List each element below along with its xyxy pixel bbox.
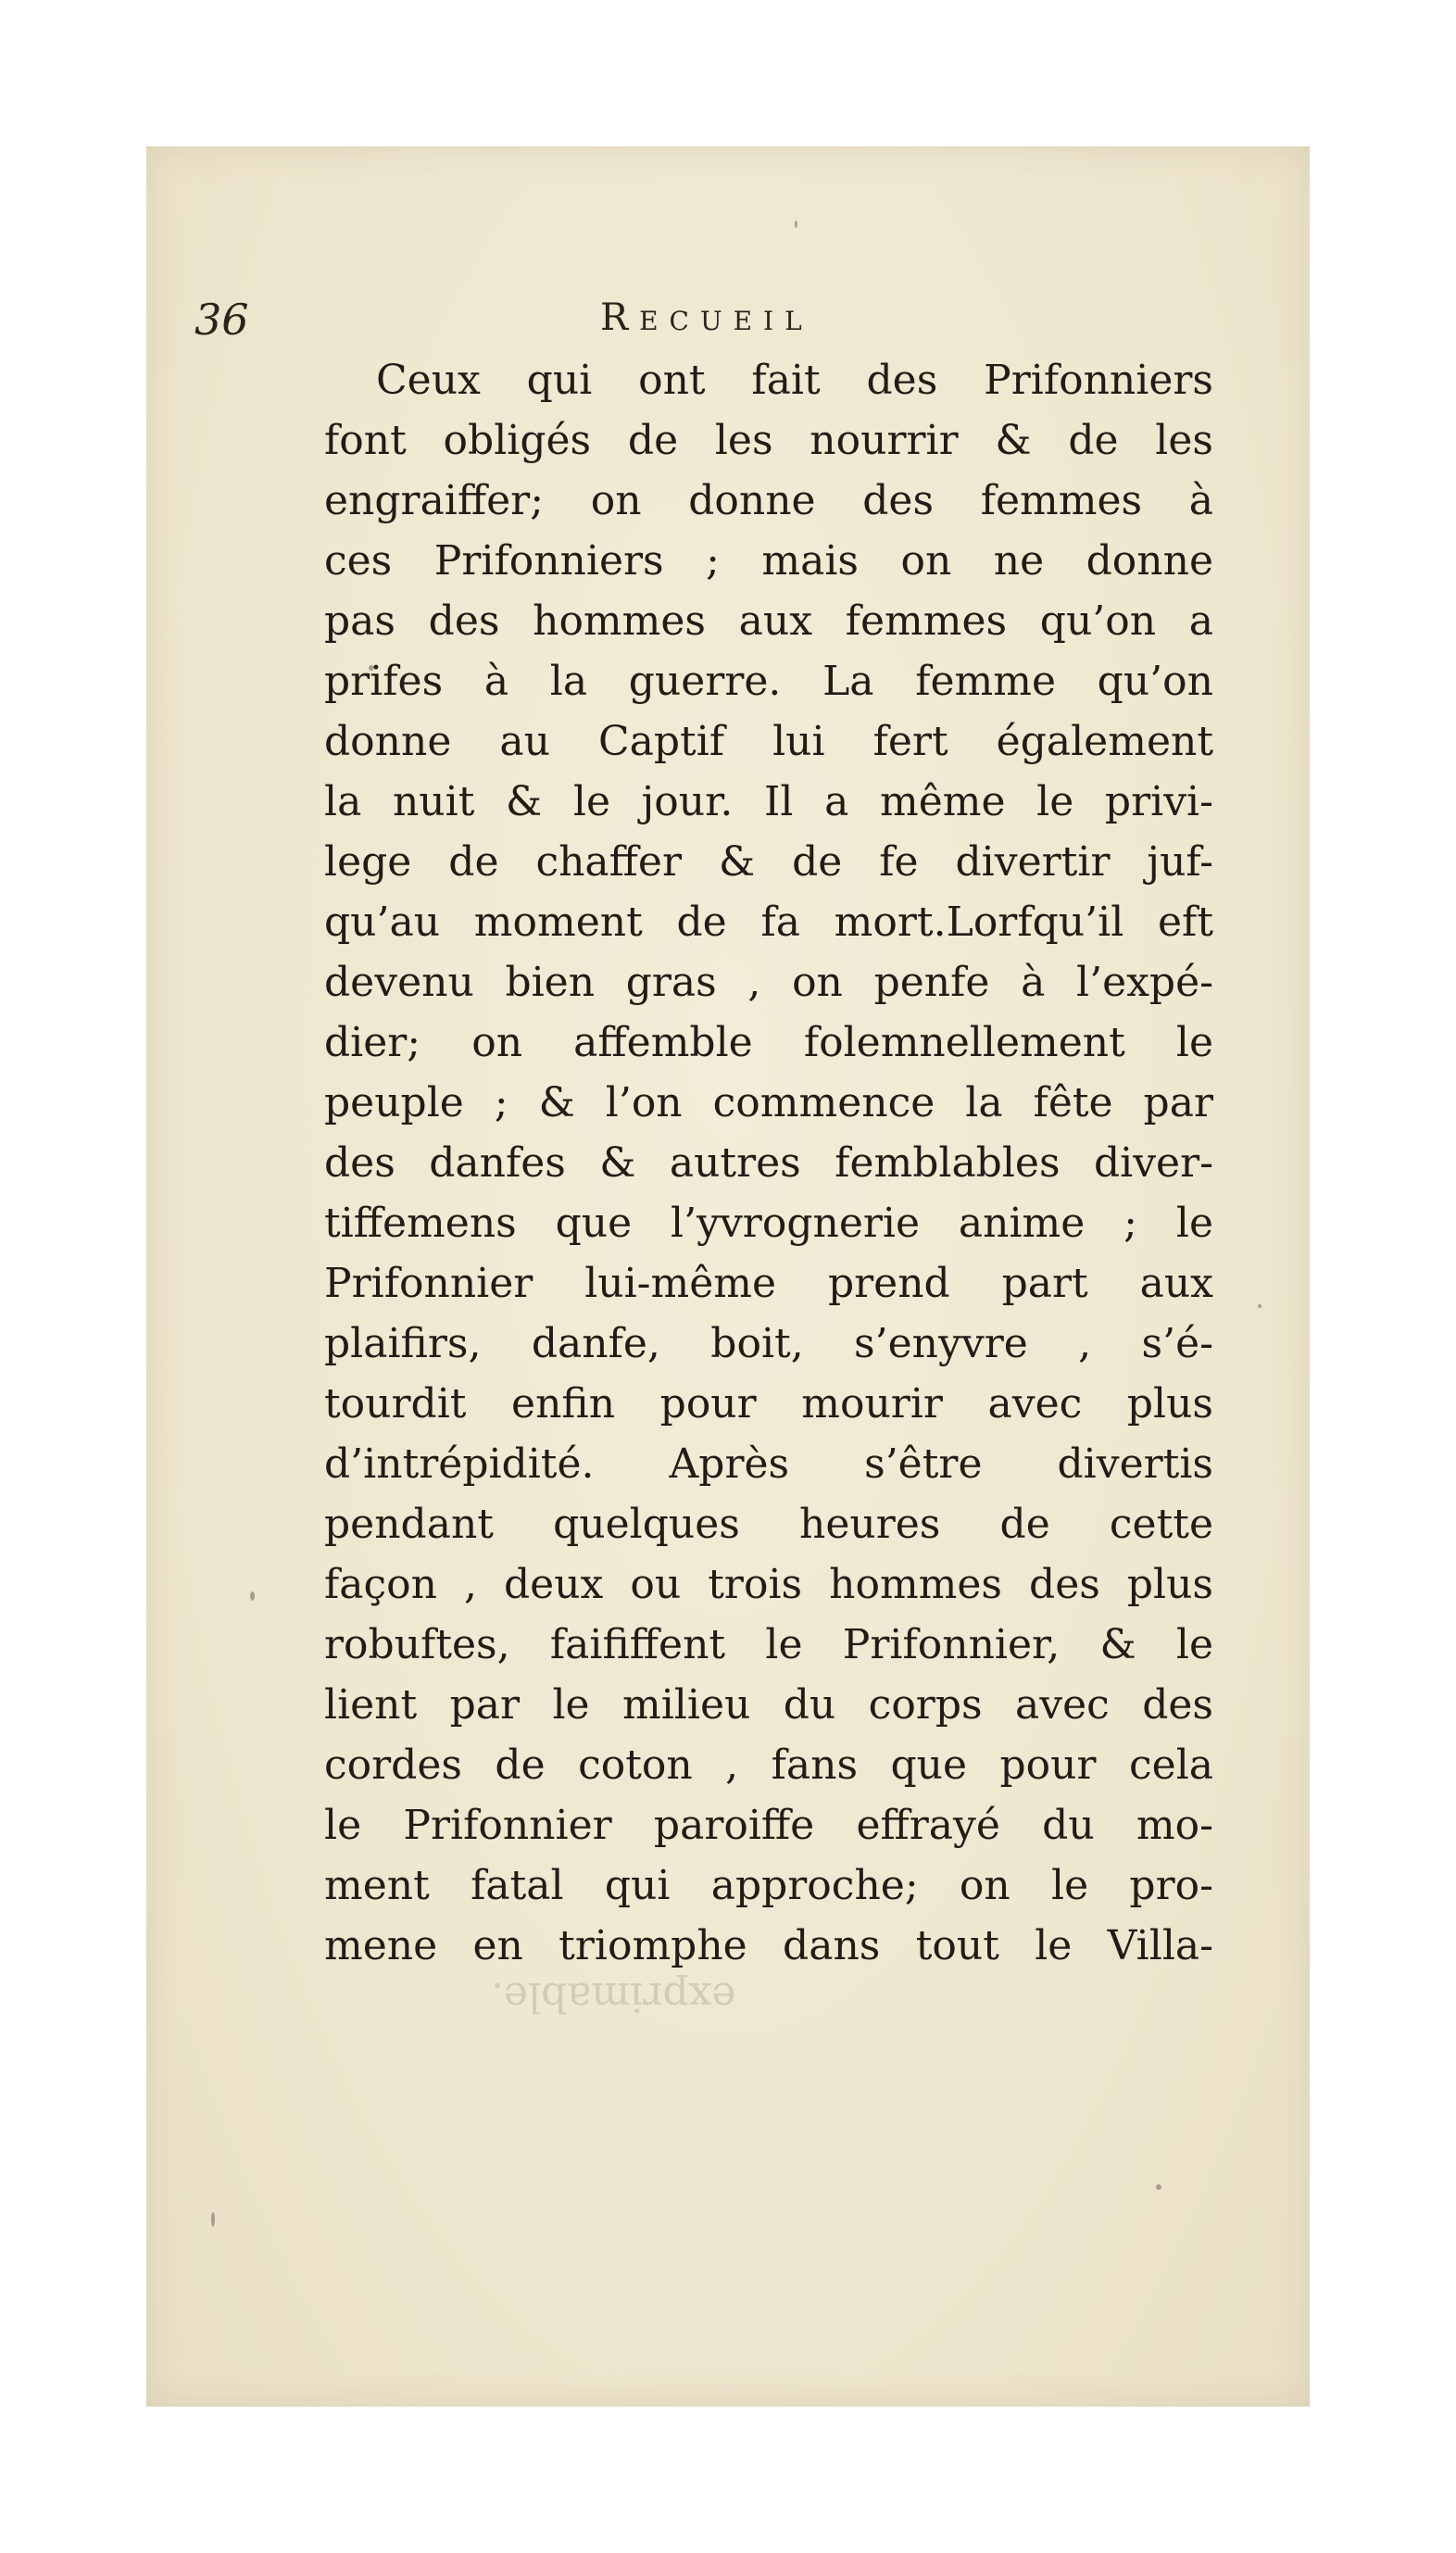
text-line: façon , deux ou trois hommes des plus: [324, 1561, 1213, 1608]
paper-speck: [1258, 1304, 1261, 1308]
text-line: ces Prifonniers ; mais on ne donne: [324, 537, 1213, 585]
text-line: lege de chaffer & de fe divertir juf-: [324, 838, 1213, 886]
paper-speck: [1156, 2184, 1161, 2190]
text-line: tiffemens que l’yvrognerie anime ; le: [324, 1200, 1213, 1247]
text-line: cordes de coton , fans que pour cela: [324, 1742, 1213, 1789]
text-line: lient par le milieu du corps avec des: [324, 1681, 1213, 1729]
page-number: 36: [195, 295, 249, 345]
paper-speck: [211, 2212, 215, 2227]
running-title: Recueil: [600, 296, 813, 339]
text-line: ment fatal qui approche; on le pro-: [324, 1862, 1213, 1909]
text-line: tourdit enfin pour mourir avec plus: [324, 1380, 1213, 1427]
text-line: la nuit & le jour. Il a même le privi-: [324, 778, 1213, 825]
text-line: pendant quelques heures de cette: [324, 1501, 1213, 1548]
text-line: qu’au moment de fa mort.Lorfqu’il eft: [324, 899, 1213, 946]
paper-speck: [250, 1591, 255, 1601]
text-line: plaifirs, danfe, boit, s’enyvre , s’é-: [324, 1320, 1213, 1367]
text-line: pas des hommes aux femmes qu’on a: [324, 597, 1213, 645]
text-line: engraiffer; on donne des femmes à: [324, 477, 1213, 524]
text-line: Ceux qui ont fait des Prifonniers: [376, 357, 1213, 404]
text-line: prifes à la guerre. La femme qu’on: [324, 658, 1213, 705]
text-line: des danfes & autres femblables diver-: [324, 1139, 1213, 1187]
text-line: peuple ; & l’on commence la fête par: [324, 1079, 1213, 1126]
text-line: robuftes, faififfent le Prifonnier, & le: [324, 1621, 1213, 1668]
text-line: d’intrépidité. Après s’être divertis: [324, 1440, 1213, 1488]
text-line: devenu bien gras , on penfe à l’expé-: [324, 959, 1213, 1006]
text-line: le Prifonnier paroiffe effrayé du mo-: [324, 1802, 1213, 1849]
text-line: Prifonnier lui-même prend part aux: [324, 1260, 1213, 1307]
bleed-through-text: exprimable.: [491, 1973, 736, 2020]
text-line: donne au Captif lui fert également: [324, 718, 1213, 765]
text-line: font obligés de les nourrir & de les: [324, 417, 1213, 464]
text-line: dier; on affemble folemnellement le: [324, 1019, 1213, 1066]
text-line: mene en triomphe dans tout le Villa-: [324, 1922, 1213, 1969]
body-text: [324, 350, 1213, 1976]
page-header: [195, 295, 1223, 350]
paper-speck: [795, 220, 797, 228]
